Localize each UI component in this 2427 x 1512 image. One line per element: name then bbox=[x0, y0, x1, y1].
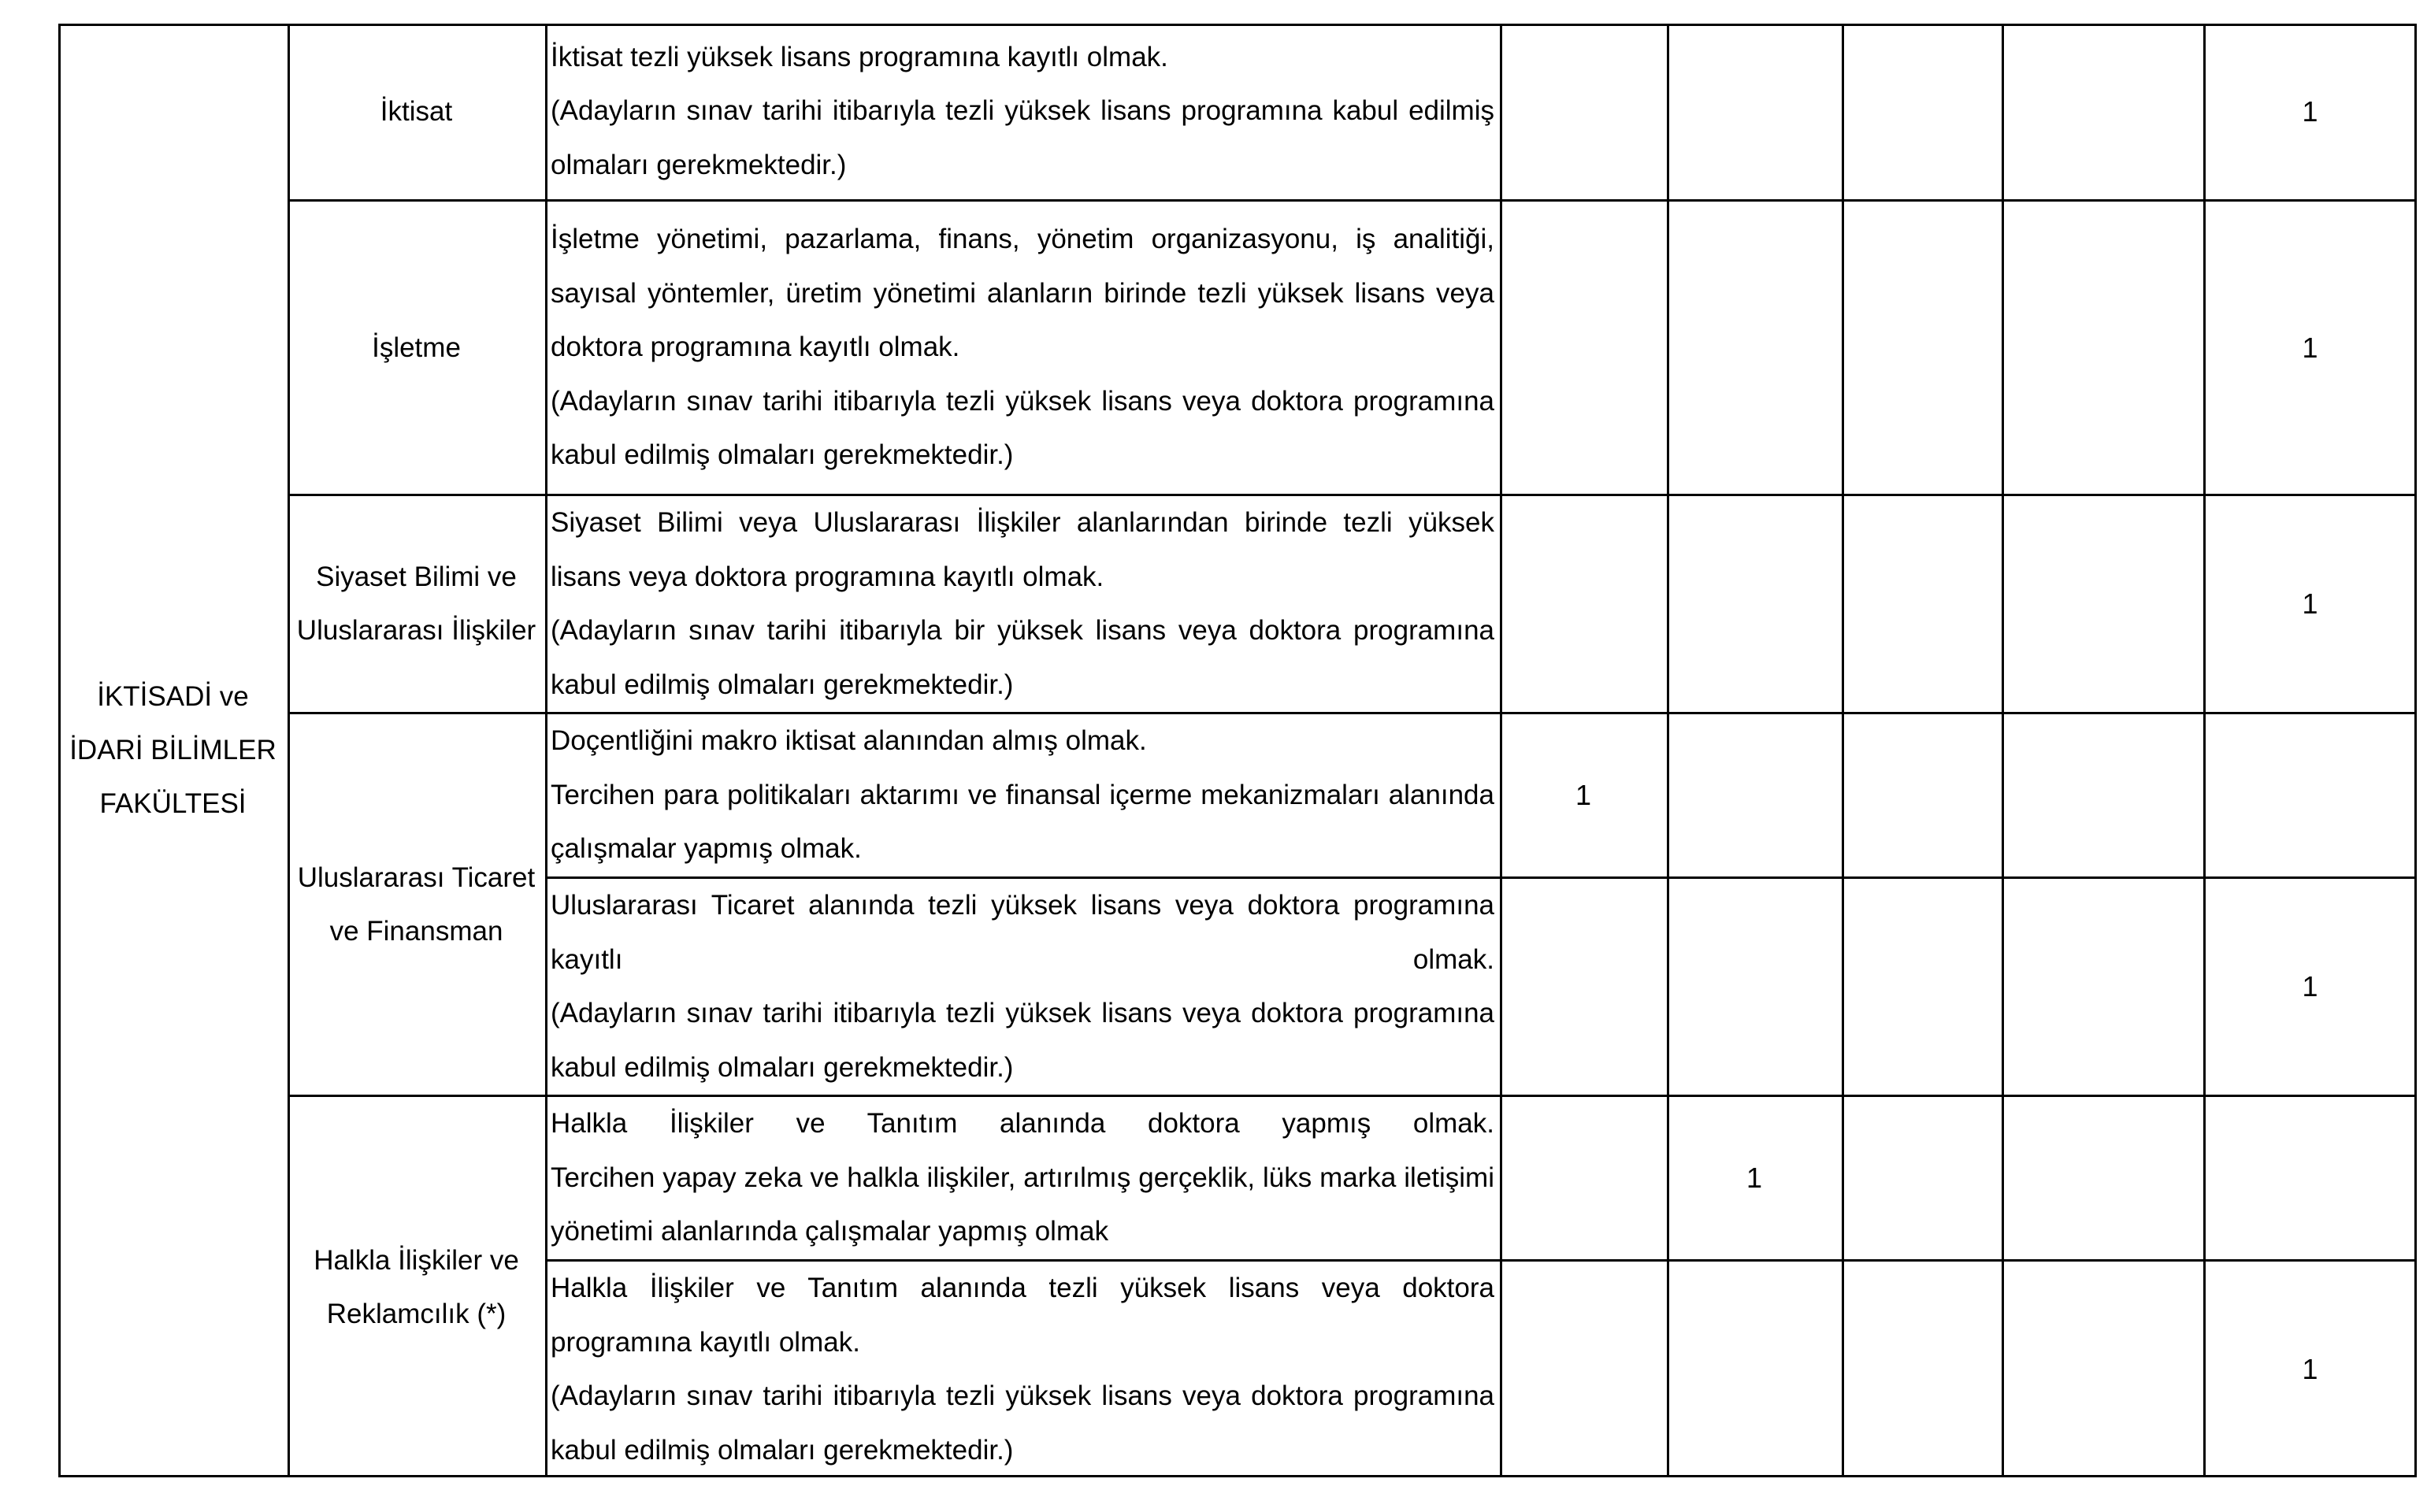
count-cell bbox=[1667, 1262, 1842, 1477]
count-cell: 1 bbox=[1667, 1097, 1842, 1262]
count-cell bbox=[1667, 496, 1842, 714]
requirement-cell bbox=[545, 496, 1500, 714]
requirement-line: Tercihen yapay zeka ve halkla ilişkiler, artırılmış gerçeklik, lüks marka iletişimi bbox=[551, 1162, 1494, 1193]
program-name: Uluslararası Ticaret bbox=[297, 862, 536, 893]
requirement-line: (Adayların sınav tarihi itibarıyla tezli yüksek lisans veya doktora programına bbox=[551, 1380, 1494, 1411]
faculty-line: İKTİSADİ ve bbox=[97, 681, 249, 712]
count-cell bbox=[2002, 202, 2203, 496]
count-cell: 1 bbox=[2203, 202, 2417, 496]
requirement-line: İktisat tezli yüksek lisans programına kayıtlı olmak. bbox=[551, 41, 1168, 72]
requirement-line: (Adayların sınav tarihi itibarıyla tezli yüksek lisans veya doktora programına bbox=[551, 385, 1494, 417]
requirement-line: Halkla İlişkiler ve Tanıtım alanında tezli yüksek lisans veya doktora bbox=[551, 1273, 1494, 1303]
count-cell bbox=[1842, 1262, 2002, 1477]
count-cell bbox=[2002, 1262, 2203, 1477]
faculty-line: İDARİ BİLİMLER bbox=[69, 735, 276, 765]
requirement-text bbox=[545, 31, 1500, 193]
requirement-line: Uluslararası Ticaret alanında tezli yüksek lisans veya doktora programına bbox=[551, 890, 1494, 921]
count-cell bbox=[2002, 714, 2203, 879]
requirement-cell bbox=[545, 714, 1500, 879]
requirement-text bbox=[545, 1262, 1500, 1477]
faculty-name bbox=[69, 670, 276, 831]
count-cell bbox=[1500, 1262, 1667, 1477]
requirement-line: (Adayların sınav tarihi itibarıyla bir yüksek lisans veya doktora programına bbox=[551, 615, 1494, 646]
program-name: İktisat bbox=[380, 95, 453, 127]
requirement-line: kabul edilmiş olmaları gerekmektedir.) bbox=[551, 1434, 1014, 1466]
count-cell bbox=[1842, 1097, 2002, 1262]
program-name: Halkla İlişkiler ve bbox=[314, 1244, 519, 1276]
staff-requirements-table bbox=[58, 24, 2417, 1477]
count-cell bbox=[1500, 879, 1667, 1097]
program-cell-halkla bbox=[288, 1097, 545, 1477]
program-cell-ticaret bbox=[288, 714, 545, 1097]
column-divider bbox=[1667, 24, 1669, 1477]
program-cell-isletme bbox=[288, 202, 545, 496]
requirement-line: çalışmalar yapmış olmak. bbox=[551, 833, 862, 865]
column-divider bbox=[1500, 24, 1502, 1477]
requirement-line: lisans veya doktora programına kayıtlı olmak. bbox=[551, 561, 1104, 592]
count-cell: 1 bbox=[2203, 879, 2417, 1097]
faculty-cell bbox=[58, 24, 288, 1477]
program-cell-siyaset bbox=[288, 496, 545, 714]
column-divider bbox=[545, 24, 547, 1477]
count-cell bbox=[2002, 24, 2203, 202]
requirement-line: doktora programına kayıtlı olmak. bbox=[551, 332, 960, 363]
requirement-line: kayıtlı olmak. bbox=[551, 943, 1494, 975]
requirement-text bbox=[545, 496, 1500, 712]
requirement-cell bbox=[545, 879, 1500, 1097]
program-name: Uluslararası İlişkiler bbox=[296, 615, 536, 646]
count-cell bbox=[1842, 714, 2002, 879]
requirement-text bbox=[545, 879, 1500, 1095]
count-cell bbox=[2002, 879, 2203, 1097]
requirement-line: (Adayların sınav tarihi itibarıyla tezli yüksek lisans veya doktora programına bbox=[551, 998, 1494, 1028]
count-cell: 1 bbox=[2203, 496, 2417, 714]
count-cell bbox=[1842, 202, 2002, 496]
requirement-line: kabul edilmiş olmaları gerekmektedir.) bbox=[551, 1051, 1014, 1083]
program-name: Siyaset Bilimi ve bbox=[316, 561, 517, 592]
program-cell-iktisat bbox=[288, 24, 545, 202]
count-cell bbox=[1500, 24, 1667, 202]
column-divider bbox=[2002, 24, 2004, 1477]
program-name: Reklamcılık (*) bbox=[326, 1298, 507, 1329]
program-name: İşletme bbox=[372, 332, 461, 363]
requirement-line: Doçentliğini makro iktisat alanından almış olmak. bbox=[551, 725, 1147, 757]
requirement-text bbox=[545, 1097, 1500, 1259]
count-cell: 1 bbox=[2203, 24, 2417, 202]
count-cell bbox=[1842, 879, 2002, 1097]
requirement-line: İşletme yönetimi, pazarlama, finans, yönetim organizasyonu, iş analitiği, bbox=[551, 224, 1494, 255]
column-divider bbox=[2203, 24, 2206, 1477]
requirement-line: kabul edilmiş olmaları gerekmektedir.) bbox=[551, 439, 1014, 471]
requirement-cell bbox=[545, 202, 1500, 496]
requirement-text bbox=[545, 714, 1500, 876]
count-cell: 1 bbox=[2302, 1353, 2318, 1385]
faculty-line: FAKÜLTESİ bbox=[99, 788, 247, 819]
count-cell bbox=[2203, 714, 2417, 879]
requirement-cell bbox=[545, 24, 1500, 202]
requirement-cell bbox=[545, 1262, 1500, 1477]
requirement-line: Tercihen para politikaları aktarımı ve finansal içerme mekanizmaları alanında bbox=[551, 779, 1494, 810]
count-cell: 1 bbox=[1500, 714, 1667, 879]
count-cell bbox=[2002, 1097, 2203, 1262]
requirement-line: programına kayıtlı olmak. bbox=[551, 1326, 860, 1358]
requirement-line: Siyaset Bilimi veya Uluslararası İlişkiler alanlarından birinde tezli yüksek bbox=[551, 507, 1494, 538]
requirement-text bbox=[545, 213, 1500, 483]
count-cell bbox=[1667, 879, 1842, 1097]
requirement-line: sayısal yöntemler, üretim yönetimi alanların birinde tezli yüksek lisans veya bbox=[551, 277, 1494, 309]
count-cell bbox=[1500, 202, 1667, 496]
count-cell bbox=[2203, 1097, 2417, 1262]
requirement-line: yönetimi alanlarında çalışmalar yapmış olmak bbox=[551, 1216, 1109, 1247]
program-name: ve Finansman bbox=[329, 915, 503, 947]
column-divider bbox=[288, 24, 290, 1477]
count-cell bbox=[1667, 24, 1842, 202]
requirement-line: Halkla İlişkiler ve Tanıtım alanında doktora yapmış olmak. bbox=[551, 1108, 1494, 1140]
requirement-line: olmaları gerekmektedir.) bbox=[551, 149, 847, 180]
count-cell bbox=[1667, 202, 1842, 496]
count-cell bbox=[1667, 714, 1842, 879]
requirement-line: kabul edilmiş olmaları gerekmektedir.) bbox=[551, 669, 1014, 700]
count-cell bbox=[2002, 496, 2203, 714]
count-cell bbox=[1842, 24, 2002, 202]
column-divider bbox=[1842, 24, 1844, 1477]
requirement-line: (Adayların sınav tarihi itibarıyla tezli yüksek lisans programına kabul edilmiş bbox=[551, 95, 1494, 127]
count-cell bbox=[1500, 1097, 1667, 1262]
count-cell bbox=[1500, 496, 1667, 714]
count-cell bbox=[1842, 496, 2002, 714]
requirement-cell bbox=[545, 1097, 1500, 1262]
